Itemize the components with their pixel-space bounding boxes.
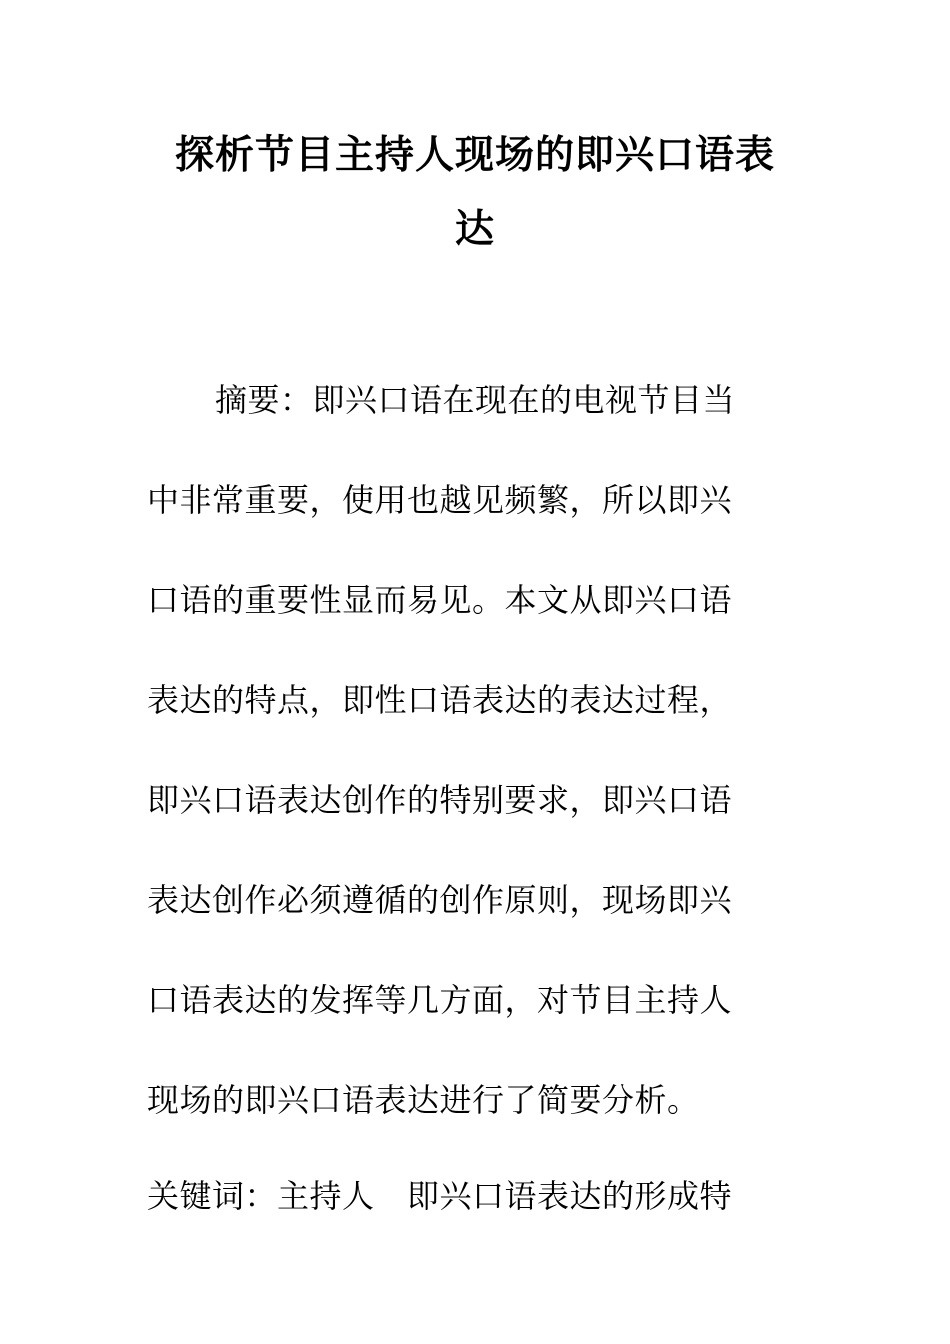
title-line-2: 达 xyxy=(454,206,495,252)
keywords-line: 关键词：主持人 即兴口语表达的形成特 xyxy=(147,1177,733,1215)
abstract-line-6: 表达创作必须遵循的创作原则，现场即兴 xyxy=(147,881,733,919)
abstract-line-4: 表达的特点，即性口语表达的表达过程， xyxy=(147,681,733,719)
abstract-line-5: 即兴口语表达创作的特别要求，即兴口语 xyxy=(147,781,733,819)
title-line-1: 探析节目主持人现场的即兴口语表 xyxy=(174,132,775,178)
abstract-line-3: 口语的重要性显而易见。本文从即兴口语 xyxy=(147,581,733,619)
abstract-line-7: 口语表达的发挥等几方面，对节目主持人 xyxy=(147,981,733,1019)
abstract-line-8: 现场的即兴口语表达进行了简要分析。 xyxy=(147,1081,700,1119)
abstract-line-1: 摘要：即兴口语在现在的电视节目当 xyxy=(215,381,736,419)
abstract-line-2: 中非常重要，使用也越见频繁，所以即兴 xyxy=(147,481,733,519)
